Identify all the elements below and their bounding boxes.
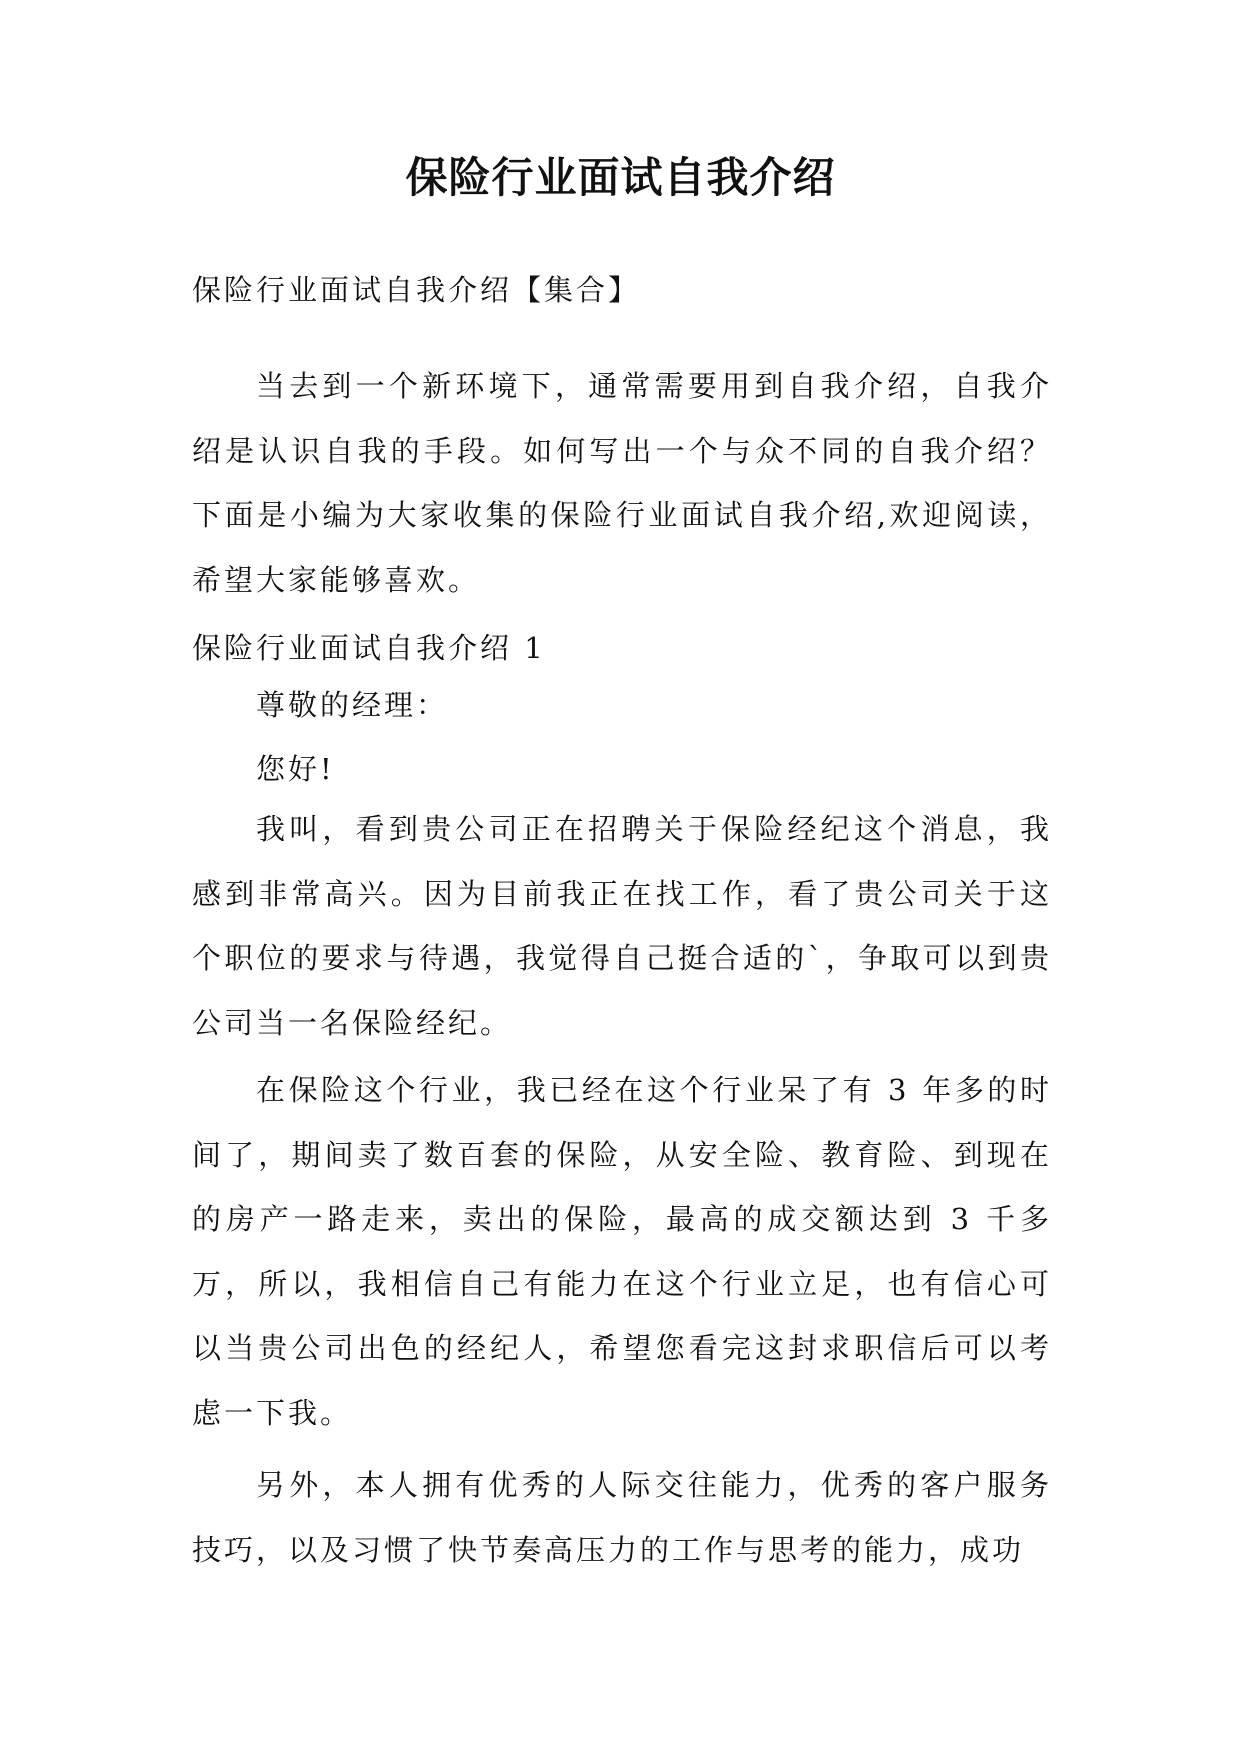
letter-salutation: 尊敬的经理： — [256, 688, 449, 722]
letter-greeting: 您好! — [256, 752, 335, 786]
intro-paragraph: 当去到一个新环境下，通常需要用到自我介绍，自我介绍是认识自我的手段。如何写出一个与众不同的自我介绍？下面是小编为大家收集的保险行业面试自我介绍,欢迎阅读，希望大家能够喜欢。 — [192, 369, 1052, 597]
section-heading: 保险行业面试自我介绍 1 — [192, 631, 546, 665]
body-paragraph: 我叫，看到贵公司正在招聘关于保险经纪这个消息，我感到非常高兴。因为目前我正在找工作，看了贵公司关于这个职位的要求与待遇，我觉得自己挺合适的`，争取可以到贵公司当一名保险经纪。 — [192, 812, 1052, 1040]
body-paragraph: 另外，本人拥有优秀的人际交往能力，优秀的客户服务技巧，以及习惯了快节奏高压力的工作与思考的能力，成功 — [192, 1468, 1052, 1567]
body-paragraph: 在保险这个行业，我已经在这个行业呆了有 3 年多的时间了，期间卖了数百套的保险，从安全险、教育险、到现在的房产一路走来，卖出的保险，最高的成交额达到 3 千多万，所以，我相信自己有能力在这个行业立足，也有信心可以当贵公司出色的经纪人，希望您看完这封求职信后可以考虑一下我。 — [192, 1073, 1052, 1430]
document-title: 保险行业面试自我介绍 — [405, 153, 836, 202]
document-subtitle: 保险行业面试自我介绍【集合】 — [192, 273, 641, 307]
